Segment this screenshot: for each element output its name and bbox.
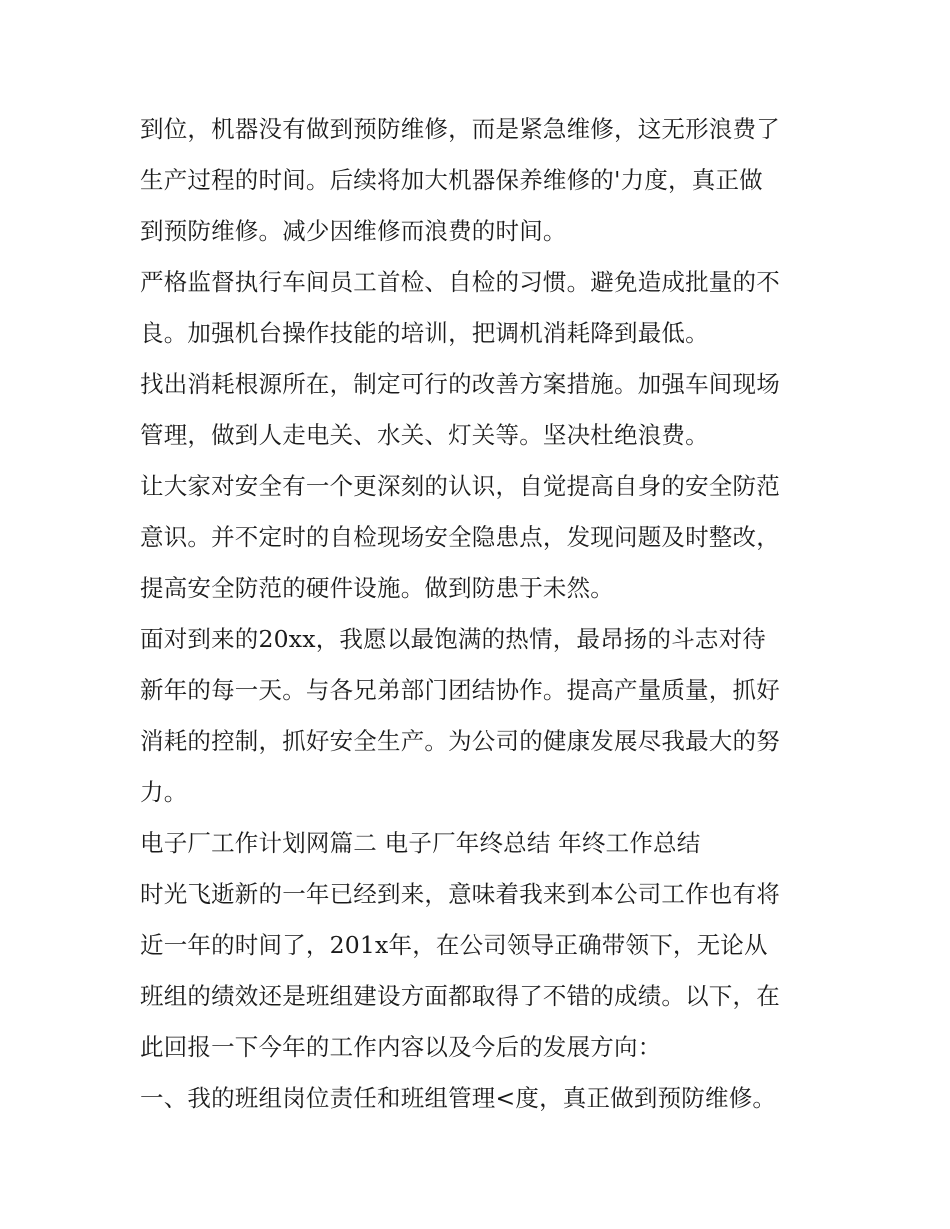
text-line: 严格监督执行车间员工首检、自检的习惯。避免造成批量的不 [140, 268, 780, 296]
text-line: 此回报一下今年的工作内容以及今后的发展方向： [140, 1033, 662, 1061]
text-line: 让大家对安全有一个更深刻的认识，自觉提高自身的安全防范 [140, 472, 780, 500]
text-line: 良。加强机台操作技能的培训，把调机消耗降到最低。 [140, 319, 709, 347]
text-line: 生产过程的时间。后续将加大机器保养维修的'力度，真正做 [140, 166, 763, 194]
text-line: 面对到来的20xx，我愿以最饱满的热情，最昂扬的斗志对待 [140, 625, 767, 653]
text-line: 到位，机器没有做到预防维修，而是紧急维修，这无形浪费了 [140, 115, 780, 143]
text-line: 意识。并不定时的自检现场安全隐患点，发现问题及时整改， [140, 523, 780, 551]
text-line: 消耗的控制，抓好安全生产。为公司的健康发展尽我最大的努 [140, 727, 780, 755]
text-line: 到预防维修。减少因维修而浪费的时间。 [140, 217, 567, 245]
text-line: 提高安全防范的硬件设施。做到防患于未然。 [140, 574, 614, 602]
text-line: 新年的每一天。与各兄弟部门团结协作。提高产量质量，抓好 [140, 676, 780, 704]
text-line: 时光飞逝新的一年已经到来，意味着我来到本公司工作也有将 [140, 880, 780, 908]
text-line: 找出消耗根源所在，制定可行的改善方案措施。加强车间现场 [140, 370, 780, 398]
text-line: 力。 [140, 778, 188, 806]
text-line: 班组的绩效还是班组建设方面都取得了不错的成绩。以下，在 [140, 982, 780, 1010]
text-line: 一、我的班组岗位责任和班组管理<度，真正做到预防维修。 [140, 1084, 777, 1112]
section-heading: 电子厂工作计划网篇二 电子厂年终总结 年终工作总结 [140, 829, 701, 857]
text-line: 管理，做到人走电关、水关、灯关等。坚决杜绝浪费。 [140, 421, 709, 449]
text-line: 近一年的时间了，201x年，在公司领导正确带领下，无论从 [140, 931, 768, 959]
